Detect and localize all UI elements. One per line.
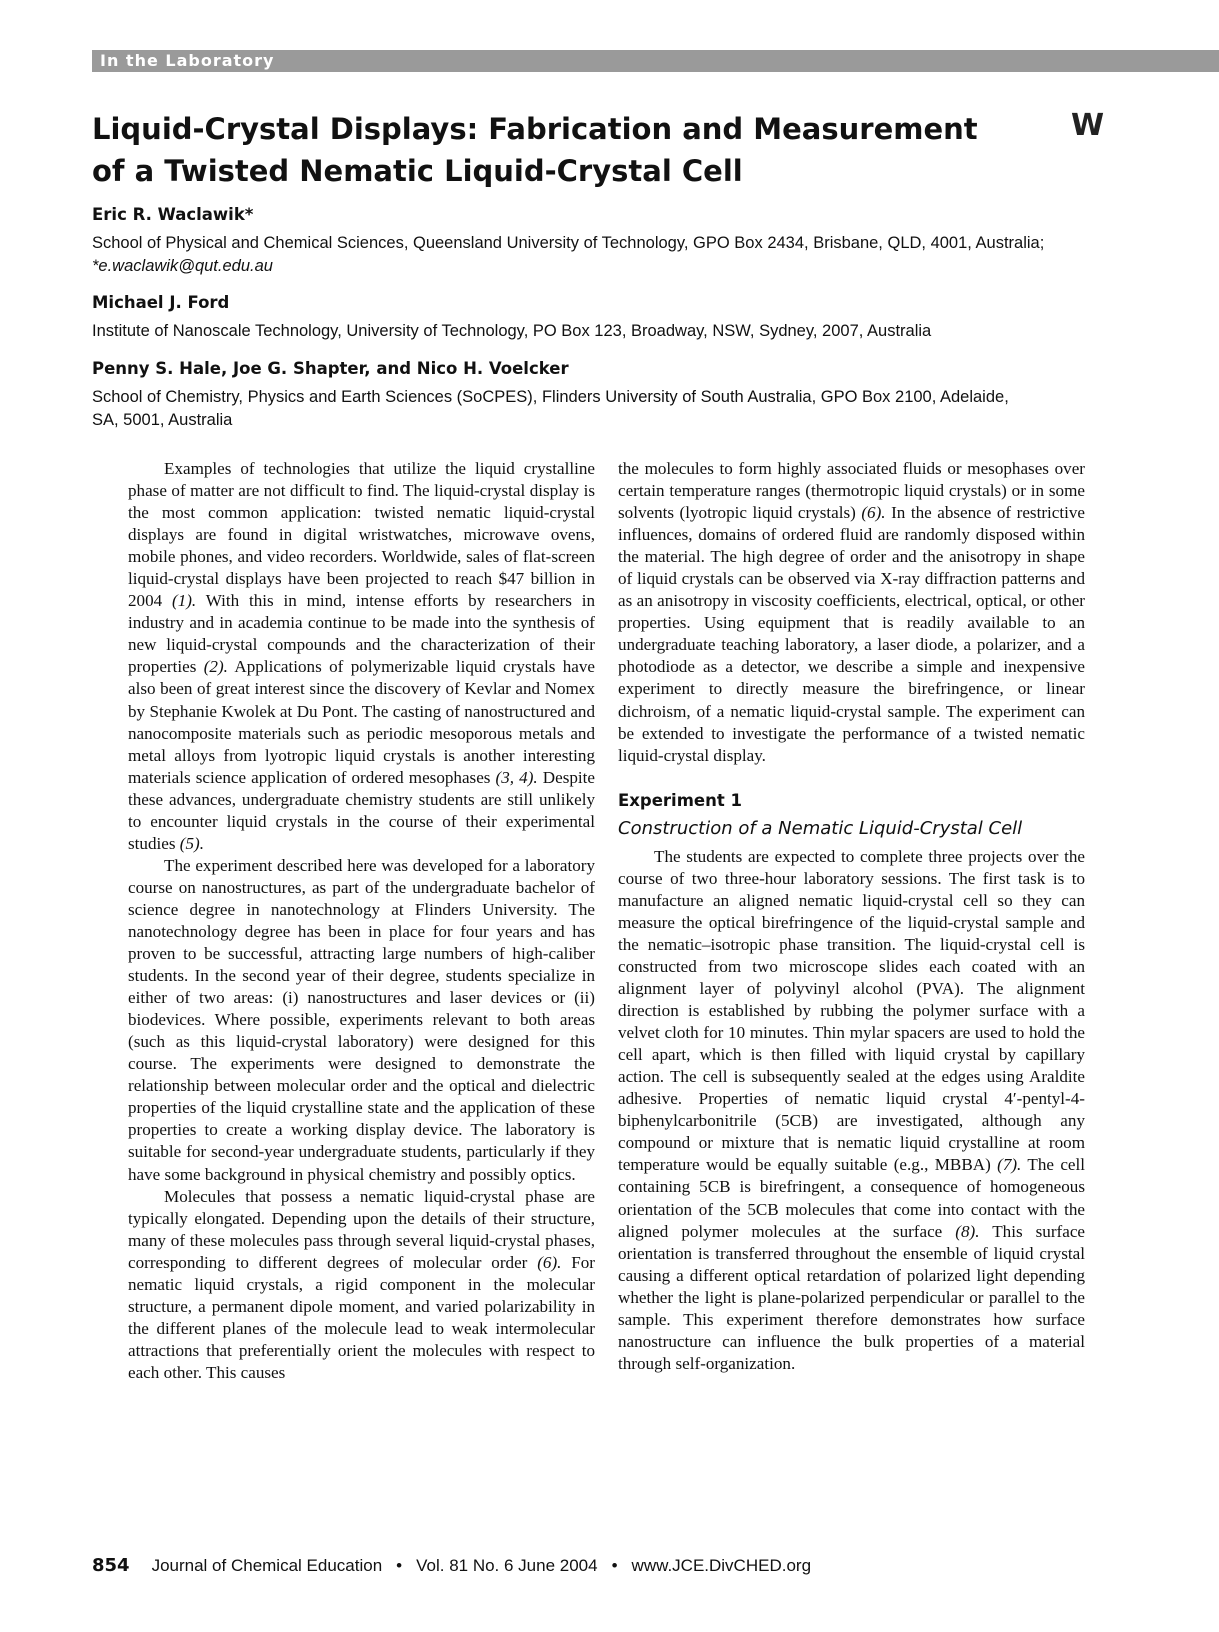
citation: (8). xyxy=(955,1221,980,1241)
body-paragraph-3: Molecules that possess a nematic liquid-crystal phase are typically elongated. Depending upon the details of their structure, many of these molecules pass through several liquid-crystal phases, corresponding to different degrees of molecular order (6). For nematic liquid crystals, a rigid component in the molecular structure, a permanent dipole moment, and varied polarizability in the different planes of the molecule lead to weak intermolecular attractions that preferentially orient the molecules with respect to each other. This causes xyxy=(128,1186,595,1382)
section-label: In the Laboratory xyxy=(100,51,275,70)
section-header-bar xyxy=(92,50,1219,72)
author-affiliation-3: School of Chemistry, Physics and Earth Sciences (SoCPES), Flinders University of South Australia, GPO Box 2100, Adelaide, SA, 5001, Australia xyxy=(92,388,1009,429)
footer-bullet: • xyxy=(396,1556,403,1575)
citation: (3, 4). xyxy=(495,767,538,787)
body-column-right xyxy=(618,458,1085,1375)
body-column-left xyxy=(128,458,595,1384)
page-footer xyxy=(92,1555,811,1576)
citation: (2). xyxy=(203,657,228,677)
author-email: *e.waclawik@qut.edu.au xyxy=(92,257,273,275)
journal-website: www.JCE.DivCHED.org xyxy=(631,1556,812,1575)
citation: (1). xyxy=(172,591,197,611)
author-names-1: Eric R. Waclawik* xyxy=(92,205,254,224)
article-title: Liquid-Crystal Displays: Fabrication and Measurement of a Twisted Nematic Liquid-Crystal Cell xyxy=(92,112,978,188)
author-names-2: Michael J. Ford xyxy=(92,293,230,312)
body-paragraph-1: Examples of technologies that utilize the liquid crystalline phase of matter are not difficult to find. The liquid-crystal display is the most common application: twisted nematic liquid-crystal displays are found in digital wristwatches, microwave ovens, mobile phones, and video recorders. Worldwide, sales of flat-screen liquid-crystal displays have been projected to reach $47 billion in 2004 (1). With this in mind, intense efforts by researchers in industry and in academia continue to be made into the synthesis of new liquid-crystal compounds and the characterization of their properties (2). Applications of polymerizable liquid crystals have also been of great interest since the discovery of Kevlar and Nomex by Stephanie Kwolek at Du Pont. The casting of nanostructured and nanocomposite materials such as periodic mesoporous metals and metal alloys from lyotropic liquid crystals is another interesting materials science application of ordered mesophases (3, 4). Despite these advances, undergraduate chemistry students are still unlikely to encounter liquid crystals in the course of their experimental studies (5). xyxy=(128,459,596,853)
citation: (6). xyxy=(861,503,886,523)
journal-name: Journal of Chemical Education xyxy=(151,1556,383,1575)
citation: (5). xyxy=(179,833,204,853)
body-paragraph-5: The students are expected to complete three projects over the course of two three-hour laboratory sessions. The first task is to manufacture an aligned nematic liquid-crystal cell so they can measure the optical birefringence of the liquid-crystal sample and the nematic–isotropic phase transition. The liquid-crystal cell is constructed from two microscope slides each coated with an alignment layer of polyvinyl alcohol (PVA). The alignment direction is established by rubbing the polymer surface with a velvet cloth for 10 minutes. Thin mylar spacers are used to hold the cell apart, which is then filled with liquid crystal by capillary action. The cell is subsequently sealed at the edges using Araldite adhesive. Properties of nematic liquid crystal 4′-pentyl-4-biphenylcarbonitrile (5CB) are investigated, although any compound or mixture that is nematic liquid crystalline at room temperature would be equally suitable (e.g., MBBA) (7). The cell containing 5CB is birefringent, a consequence of homogeneous orientation of the 5CB molecules that come into contact with the aligned polymer molecules at the surface (8). This surface orientation is transferred throughout the ensemble of liquid crystal causing a different optical retardation of polarized light depending whether the light is plane-polarized perpendicular or parallel to the sample. This experiment therefore demonstrates how surface nanostructure can influence the bulk properties of a material through self-organization. xyxy=(618,846,1085,1373)
body-paragraph-4: the molecules to form highly associated fluids or mesophases over certain temperature ranges (thermotropic liquid crystals) or in some solvents (lyotropic liquid crystals) (6). In the absence of restrictive influences, domains of ordered fluid are randomly disposed within the material. The high degree of order and the anisotropy in shape of liquid crystals can be observed via X-ray diffraction patterns and as an anisotropy in viscosity coefficients, electrical, optical, or other properties. Using equipment that is readily available to an undergraduate teaching laboratory, a laser diode, a polarizer, and a photodiode as a detector, we describe a simple and inexpensive experiment to directly measure the birefringence, or linear dichroism, of a nematic liquid-crystal sample. The experiment can be extended to investigate the performance of a twisted nematic liquid-crystal display. xyxy=(618,459,1085,765)
author-affiliation-2: Institute of Nanoscale Technology, University of Technology, PO Box 123, Broadway, NSW, Sydney, 2007, Australia xyxy=(92,322,932,340)
footer-bullet: • xyxy=(611,1556,618,1575)
citation: (6). xyxy=(537,1252,562,1272)
subsection-heading: Construction of a Nematic Liquid-Crystal Cell xyxy=(618,817,1023,839)
page-number: 854 xyxy=(92,1555,130,1576)
body-paragraph-2: The experiment described here was developed for a laboratory course on nanostructures, as part of the undergraduate bachelor of science degree in nanotechnology at Flinders University. The nanotechnology degree has been in place for four years and has proven to be successful, attracting large numbers of high-caliber students. In the second year of their degree, students specialize in either of two areas: (i) nanostructures and laser devices or (ii) biodevices. Where possible, experiments relevant to both areas (such as this liquid-crystal laboratory) were designed for this course. The experiments were designed to demonstrate the relationship between molecular order and the optical and dielectric properties of the liquid crystalline state and the application of these properties to create a working display device. The laboratory is suitable for second-year undergraduate students, particularly if they have some background in physical chemistry and possibly optics. xyxy=(128,855,595,1184)
author-names-3: Penny S. Hale, Joe G. Shapter, and Nico H. Voelcker xyxy=(92,359,569,378)
author-affiliation-1: School of Physical and Chemical Sciences, Queensland University of Technology, GPO Box 2434, Brisbane, QLD, 4001, Australia; *e.waclawik@qut.edu.au xyxy=(92,234,1045,275)
citation: (7). xyxy=(997,1155,1022,1175)
journal-volume: Vol. 81 No. 6 June 2004 xyxy=(416,1556,598,1575)
web-material-icon: W xyxy=(1071,108,1105,143)
section-heading: Experiment 1 xyxy=(618,790,742,810)
